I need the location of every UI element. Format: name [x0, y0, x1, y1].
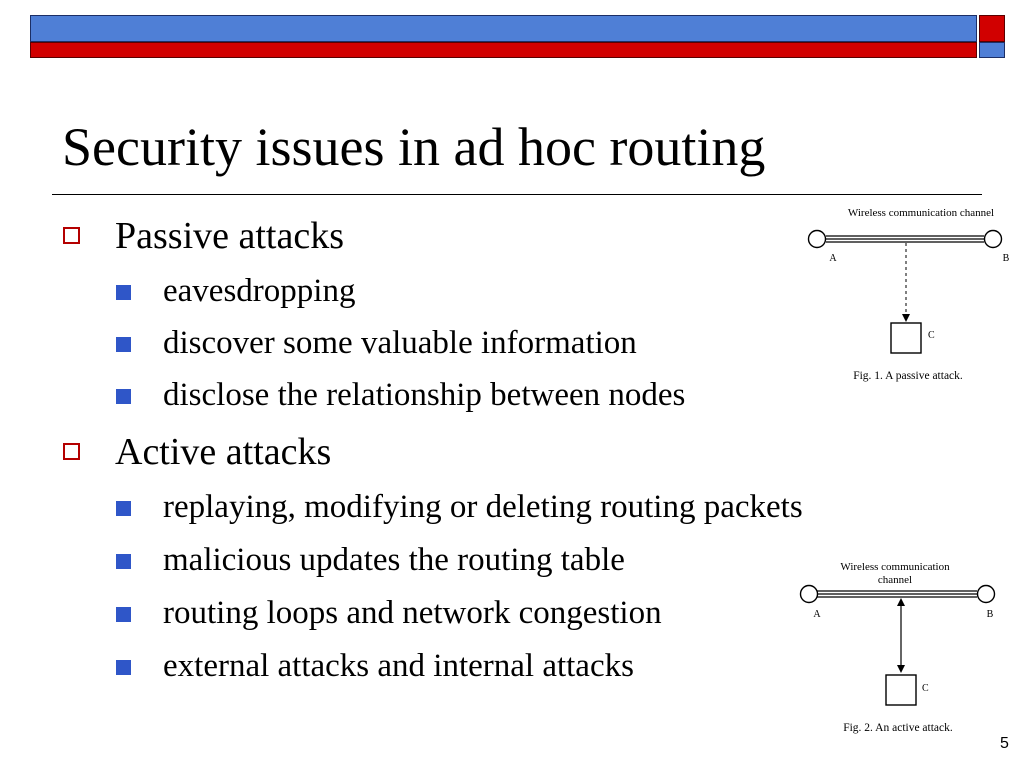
square-bullet-icon	[116, 660, 131, 675]
passive-attack-figure	[800, 200, 1010, 390]
title-divider	[52, 194, 982, 195]
slide-title: Security issues in ad hoc routing	[62, 117, 766, 177]
fig2-channel-label-line2: channel	[877, 574, 913, 586]
fig1-caption: Fig. 1. A passive attack.	[853, 370, 963, 382]
fig2-node-b-label: B	[986, 609, 994, 620]
fig2-node-a-icon	[801, 586, 818, 603]
page-number: 5	[1000, 735, 1009, 752]
fig2-caption: Fig. 2. An active attack.	[843, 722, 953, 734]
fig1-node-c-icon	[891, 323, 921, 353]
sub-bullet-discover-info	[163, 323, 637, 363]
sub-bullet-text: discover some valuable information	[163, 325, 637, 361]
fig2-node-c-icon	[886, 675, 916, 705]
fig1-node-a-icon	[809, 231, 826, 248]
square-bullet-icon	[116, 389, 131, 404]
banner-blue-square	[979, 42, 1005, 58]
square-bullet-icon	[116, 554, 131, 569]
sub-bullet-text: replaying, modifying or deleting routing packets	[163, 489, 803, 525]
sub-bullet-malicious-updates	[163, 540, 625, 580]
square-bullet-icon	[116, 285, 131, 300]
fig1-node-c-label: C	[928, 330, 935, 341]
sub-bullet-text: eavesdropping	[163, 273, 356, 309]
sub-bullet-replaying	[163, 487, 803, 527]
hollow-square-bullet-icon	[63, 443, 80, 460]
fig1-channel-label: Wireless communication channel	[847, 207, 995, 219]
banner-red-bar	[30, 42, 977, 58]
square-bullet-icon	[116, 337, 131, 352]
hollow-square-bullet-icon	[63, 227, 80, 244]
sub-bullet-text: malicious updates the routing table	[163, 542, 625, 578]
fig1-node-a-label: A	[829, 253, 837, 264]
bullet-passive-attacks	[115, 214, 344, 258]
fig2-node-b-icon	[978, 586, 995, 603]
fig1-node-b-icon	[985, 231, 1002, 248]
bullet-active-attacks	[115, 430, 331, 474]
bullet-passive-attacks-text: Passive attacks	[115, 215, 345, 257]
banner-red-square	[979, 15, 1005, 42]
square-bullet-icon	[116, 607, 131, 622]
fig2-channel-label-line1: Wireless communication	[840, 561, 950, 573]
sub-bullet-text: external attacks and internal attacks	[163, 648, 634, 684]
sub-bullet-text: routing loops and network congestion	[163, 595, 662, 631]
header-banner	[30, 15, 1005, 59]
square-bullet-icon	[116, 501, 131, 516]
active-attack-figure	[797, 555, 1007, 740]
sub-bullet-disclose-relationship	[163, 375, 685, 415]
bullet-active-attacks-text: Active attacks	[115, 431, 332, 473]
fig1-node-b-label: B	[1002, 253, 1010, 264]
fig2-node-a-label: A	[813, 609, 821, 620]
sub-bullet-eavesdropping	[163, 271, 355, 311]
sub-bullet-text: disclose the relationship between nodes	[163, 377, 686, 413]
sub-bullet-external-internal	[163, 646, 634, 686]
sub-bullet-routing-loops	[163, 593, 662, 633]
banner-blue-bar	[30, 15, 977, 42]
fig2-node-c-label: C	[922, 683, 929, 694]
